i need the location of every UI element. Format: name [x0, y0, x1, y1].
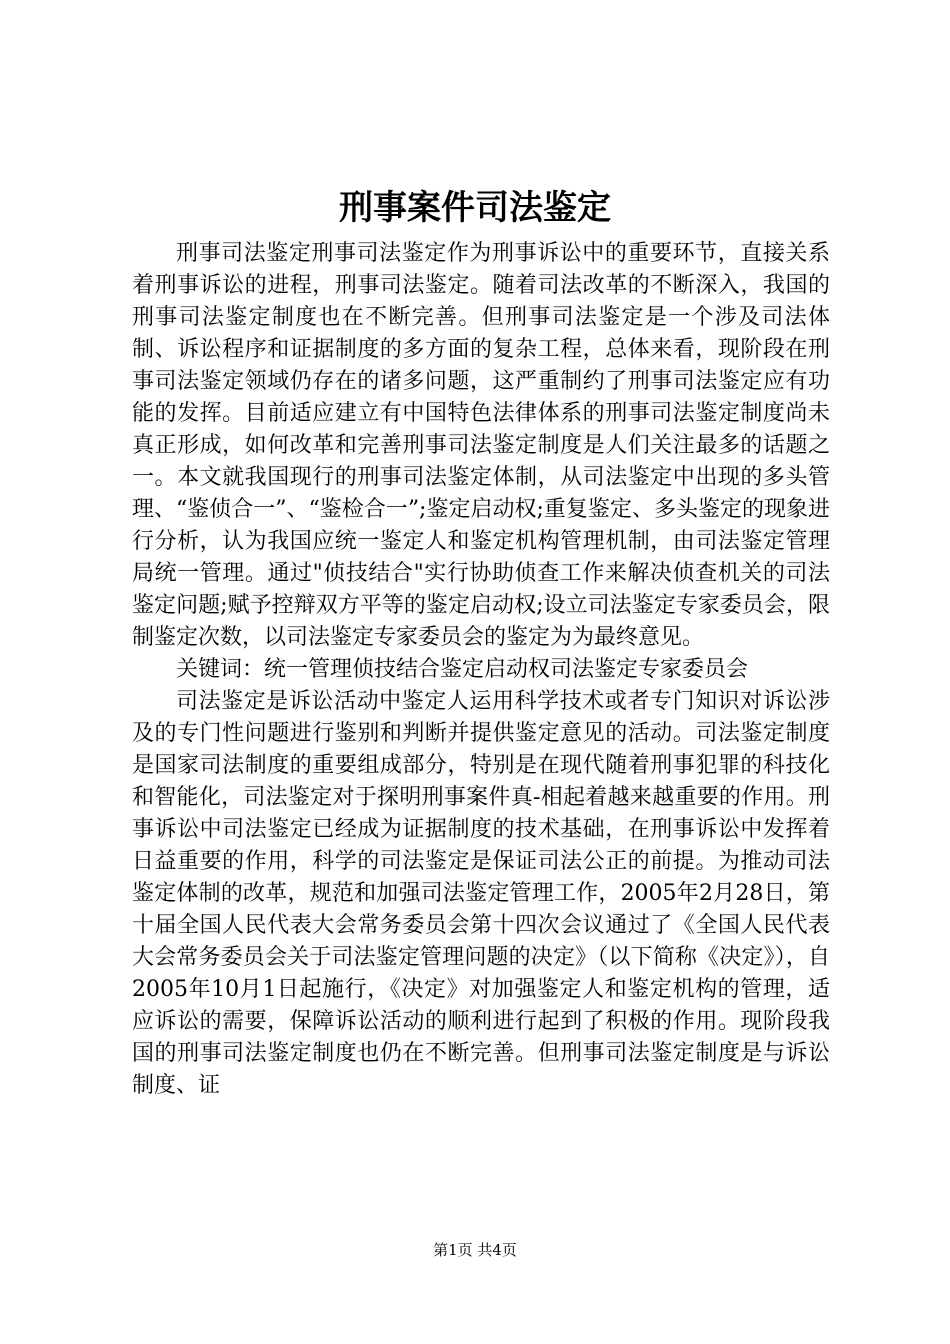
paragraph-abstract: 刑事司法鉴定刑事司法鉴定作为刑事诉讼中的重要环节，直接关系着刑事诉讼的进程，刑事司法鉴定。随着司法改革的不断深入，我国的刑事司法鉴定制度也在不断完善。但刑事司法鉴定是一个涉及司法体制、诉讼程序和证据制度的多方面的复杂工程，总体来看，现阶段在刑事司法鉴定领域仍存在的诸多问题，这严重制约了刑事司法鉴定应有功能的发挥。目前适应建立有中国特色法律体系的刑事司法鉴定制度尚未真正形成，如何改革和完善刑事司法鉴定制度是人们关注最多的话题之一。本文就我国现行的刑事司法鉴定体制，从司法鉴定中出现的多头管理、“鉴侦合一”、“鉴检合一”;鉴定启动权;重复鉴定、多头鉴定的现象进行分析，认为我国应统一鉴定人和鉴定机构管理机制，由司法鉴定管理局统一管理。通过"侦技结合"实行协助侦查工作来解决侦查机关的司法鉴定问题;赋予控辩双方平等的鉴定启动权;设立司法鉴定专家委员会，限制鉴定次数，以司法鉴定专家委员会的鉴定为为最终意见。: [132, 241, 830, 650]
paragraph-intro: 司法鉴定是诉讼活动中鉴定人运用科学技术或者专门知识对诉讼涉及的专门性问题进行鉴别和判断并提供鉴定意见的活动。司法鉴定制度是国家司法制度的重要组成部分，特别是在现代随着刑事犯罪的科技化和智能化，司法鉴定对于探明刑事案件真-相起着越来越重要的作用。刑事诉讼中司法鉴定已经成为证据制度的技术基础，在刑事诉讼中发挥着日益重要的作用，科学的司法鉴定是保证司法公正的前提。为推动司法鉴定体制的改革，规范和加强司法鉴定管理工作，2005年2月28日，第十届全国人民代表大会常务委员会第十四次会议通过了《全国人民代表大会常务委员会关于司法鉴定管理问题的决定》（以下简称《决定》），自2005年10月1日起施行，《决定》对加强鉴定人和鉴定机构的管理，适应诉讼的需要，保障诉讼活动的顺利进行起到了积极的作用。现阶段我国的刑事司法鉴定制度也仍在不断完善。但刑事司法鉴定制度是与诉讼制度、证: [132, 689, 830, 1098]
page-number: 第1页 共4页: [433, 1241, 517, 1259]
paragraph-keywords: 关键词：统一管理侦技结合鉴定启动权司法鉴定专家委员会: [176, 657, 749, 682]
document-title: 刑事案件司法鉴定: [339, 188, 611, 228]
document-body: [132, 238, 830, 1102]
